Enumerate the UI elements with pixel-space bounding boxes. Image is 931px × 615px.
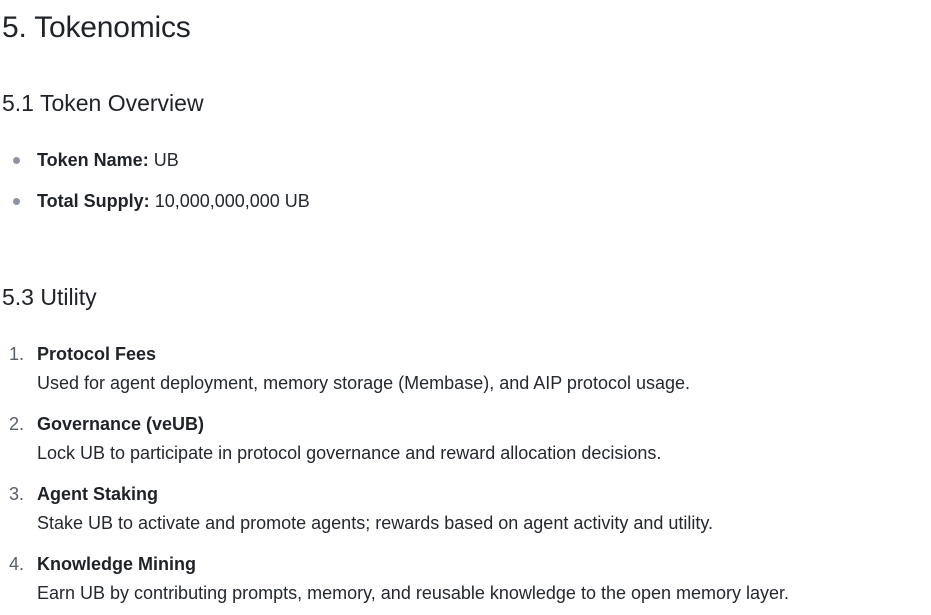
utility-item-description: Earn UB by contributing prompts, memory, and reusable knowledge to the open memory layer. (37, 583, 790, 603)
utility-item-protocol-fees (0, 341, 931, 401)
utility-item-title: Agent Staking (37, 484, 159, 504)
utility-item-agent-staking (0, 481, 931, 541)
utility-item-title: Knowledge Mining (37, 554, 196, 574)
list-number: 2. (9, 414, 25, 434)
utility-item-knowledge-mining (0, 551, 931, 611)
list-number: 1. (9, 344, 25, 364)
utility-item-title: Protocol Fees (37, 344, 157, 364)
total-supply-value: 10,000,000,000 UB (154, 191, 310, 211)
bullet-dot-icon (13, 157, 20, 164)
utility-item-title: Governance (veUB) (37, 414, 205, 434)
token-name-value: UB (153, 150, 179, 170)
section-heading-utility: 5.3 Utility (2, 284, 97, 310)
list-number: 4. (9, 554, 25, 574)
utility-item-description: Stake UB to activate and promote agents; rewards based on agent activity and utility. (37, 513, 714, 533)
utility-item-governance (0, 411, 931, 471)
page-title: 5. Tokenomics (2, 11, 191, 44)
section-heading-token-overview: 5.1 Token Overview (2, 90, 204, 116)
utility-item-description: Used for agent deployment, memory storage (Membase), and AIP protocol usage. (37, 373, 691, 393)
list-number: 3. (9, 484, 25, 504)
list-item-text (37, 188, 310, 214)
list-item-text (37, 147, 179, 173)
utility-item-description: Lock UB to participate in protocol governance and reward allocation decisions. (37, 443, 662, 463)
token-name-label: Token Name: (37, 150, 149, 170)
bullet-dot-icon (13, 198, 20, 205)
total-supply-label: Total Supply: (37, 191, 150, 211)
